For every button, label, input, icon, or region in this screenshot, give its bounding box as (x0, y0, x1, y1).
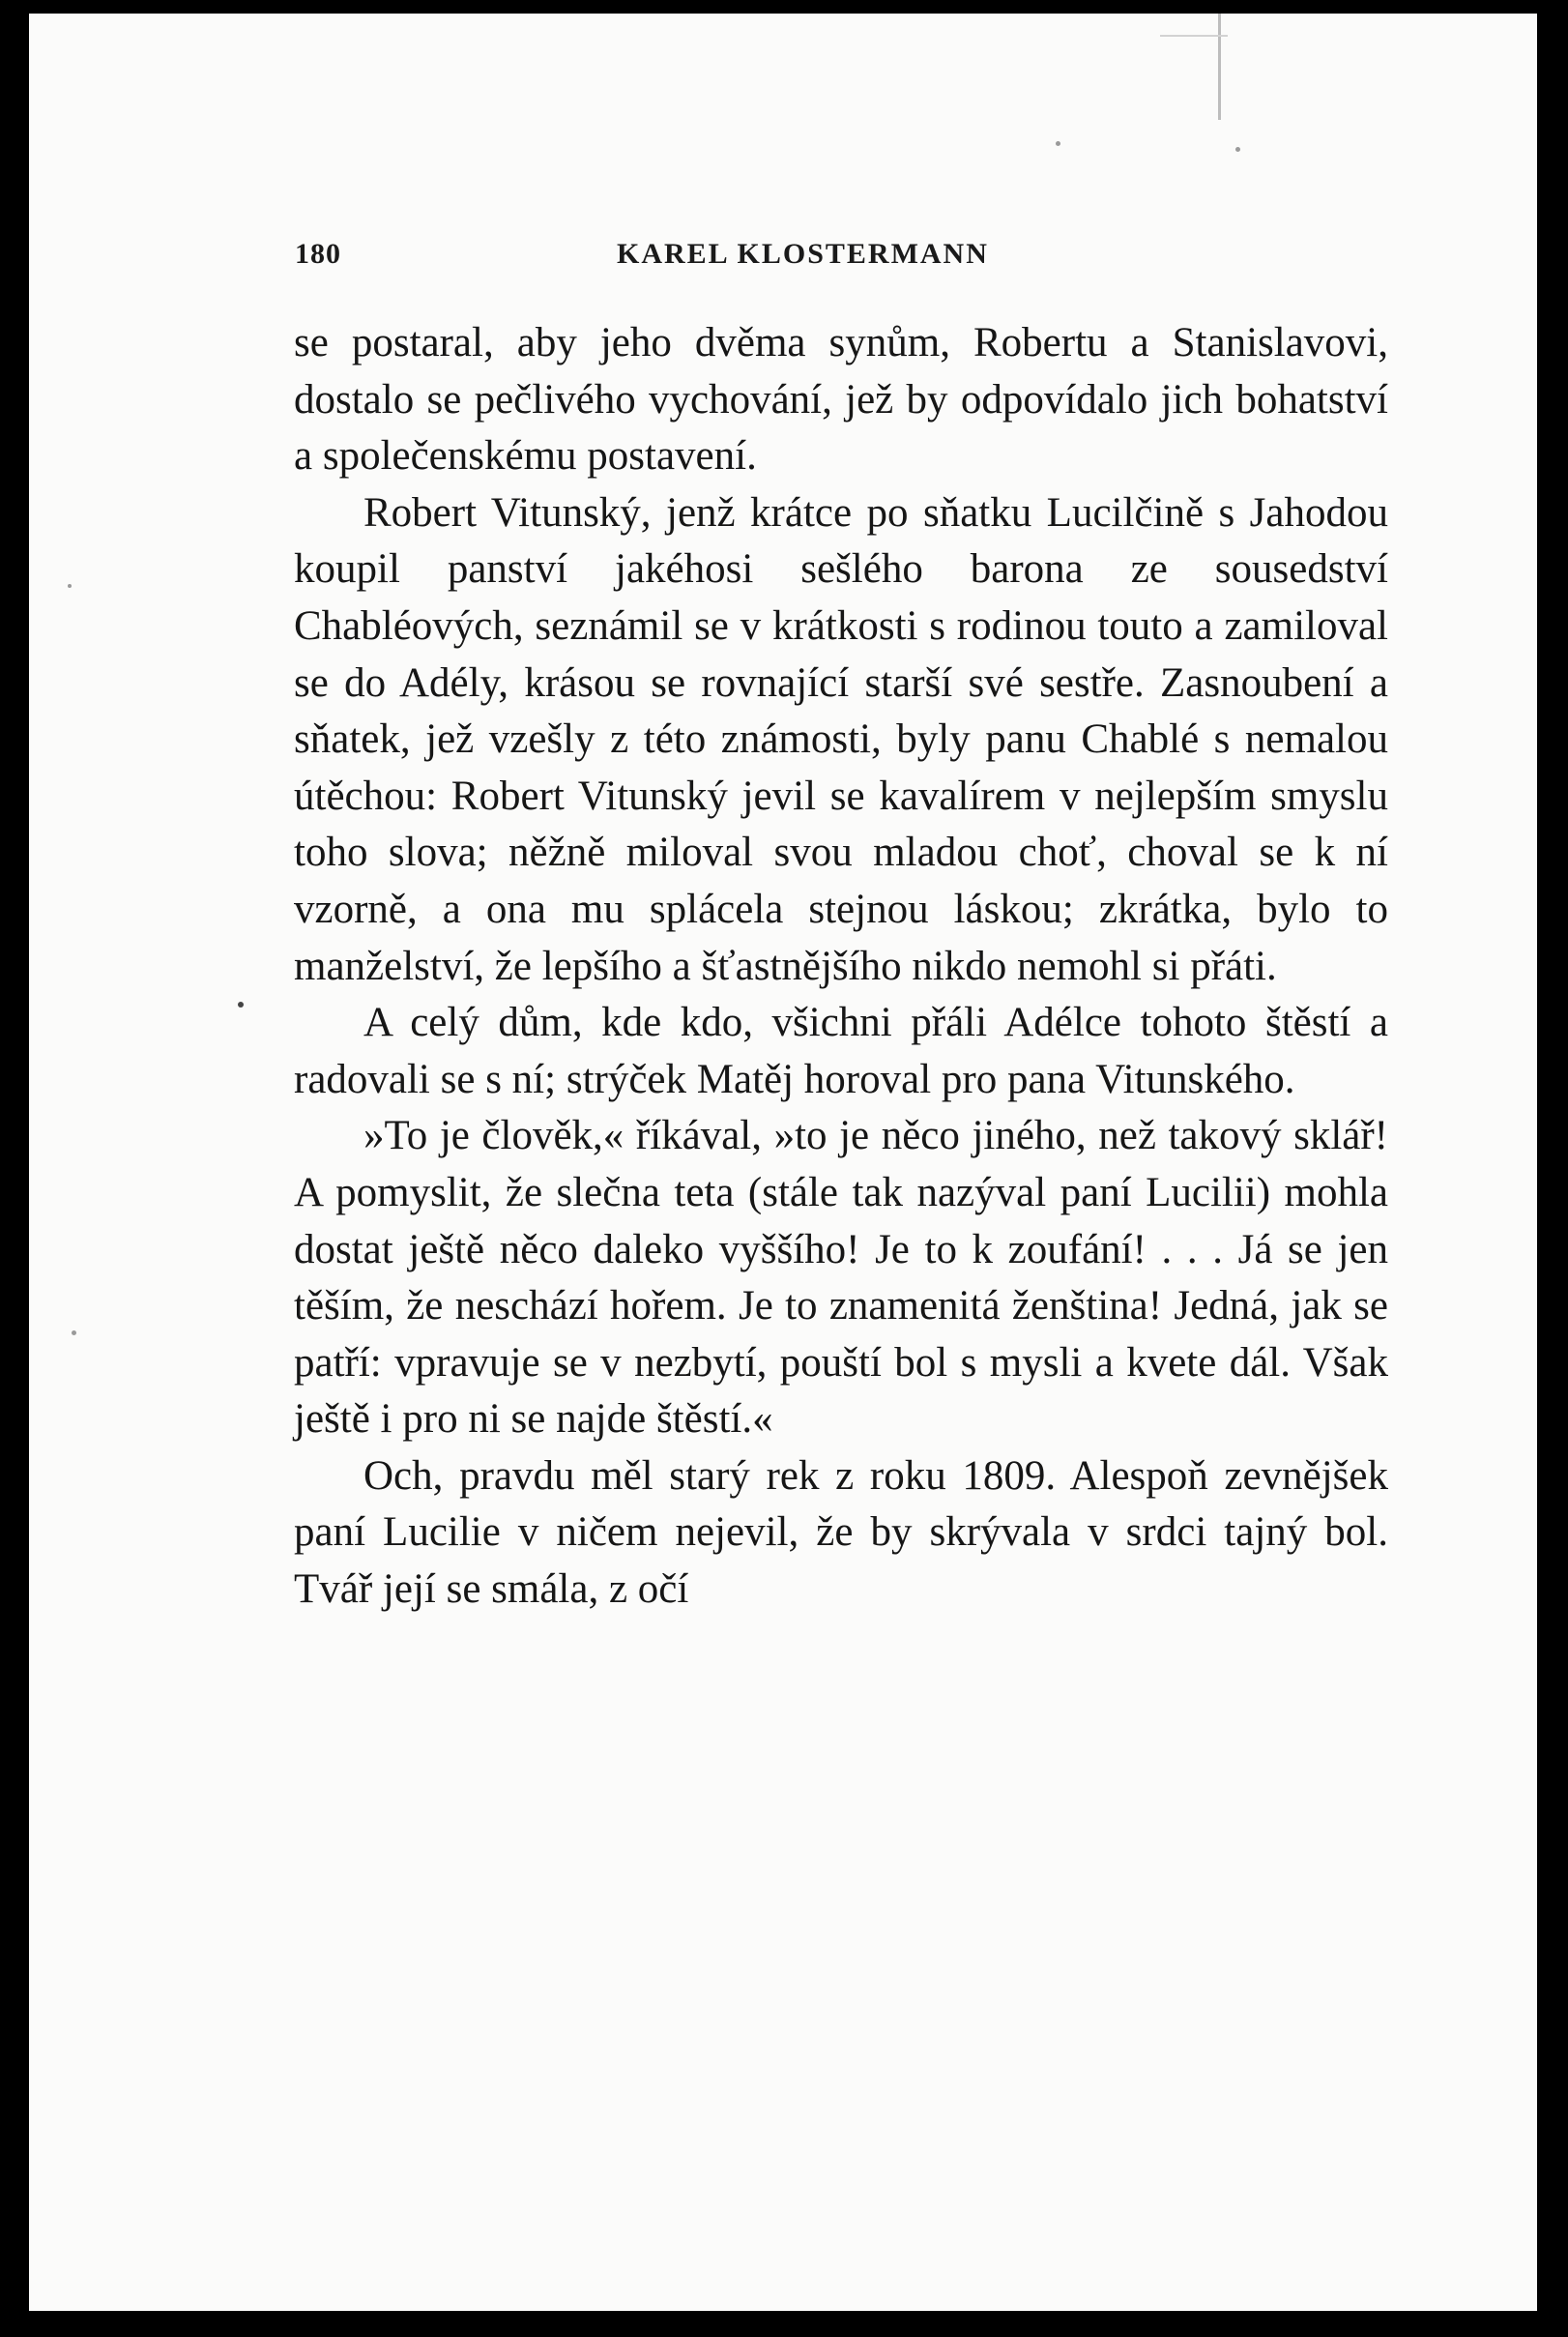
page-fold-mark (1218, 14, 1221, 120)
book-title: KAREL KLOSTERMANN (617, 238, 989, 270)
page-number: 180 (295, 238, 341, 270)
running-head (29, 234, 1537, 277)
text-body (294, 315, 1388, 1619)
scan-speck (68, 584, 72, 588)
page-fold-mark (1160, 35, 1228, 37)
paragraph: Robert Vitunský, jenž krátce po sňatku Lucilčině s Jahodou koupil panství jakéhosi sešlého barona ze sousedství Chabléových, seznámil se v krátkosti s rodinou touto a zamiloval se do Adély, krásou se rovnající starší své sestře. Zasnoubení a sňatek, jež vzešly z této známosti, byly panu Chablé s nemalou útěchou: Robert Vitunský jevil se kavalírem v nejlepším smyslu toho slova; něžně miloval svou mladou choť, choval se k ní vzorně, a ona mu splácela stejnou láskou; zkrátka, bylo to manželství, že lepšího a šťastnějšího nikdo nemohl si přáti. (294, 489, 1388, 989)
scan-speck (238, 1002, 244, 1008)
paragraph: se postaral, aby jeho dvěma synům, Robertu a Stanislavovi, dostalo se pečlivého vychování, jež by odpovídalo jich bohatství a společenskému postavení. (294, 320, 1388, 480)
paragraph: A celý dům, kde kdo, všichni přáli Adélce tohoto štěstí a radovali se s ní; strýček Matěj horoval pro pana Vitunského. (294, 1000, 1388, 1102)
scan-speck (1056, 141, 1060, 146)
scan-speck (1235, 147, 1240, 152)
paragraph: »To je člověk,« říkával, »to je něco jiného, než takový sklář! A pomyslit, že slečna teta (stále tak nazýval paní Lucilii) mohla dostat ještě něco daleko vyššího! Je to k zoufání! . . . Já se jen těším, že neschází hořem. Je to znamenitá ženština! Jedná, jak se patří: vpravuje se v nezbytí, pouští bol s mysli a kvete dál. Však ještě i pro ni se najde štěstí.« (294, 1113, 1388, 1443)
book-page (29, 14, 1537, 2311)
paragraph: Och, pravdu měl starý rek z roku 1809. Alespoň zevnějšek paní Lucilie v ničem nejevil, že by skrývala v srdci tajný bol. Tvář její se smála, z očí (294, 1452, 1388, 1613)
scan-speck (72, 1330, 76, 1335)
